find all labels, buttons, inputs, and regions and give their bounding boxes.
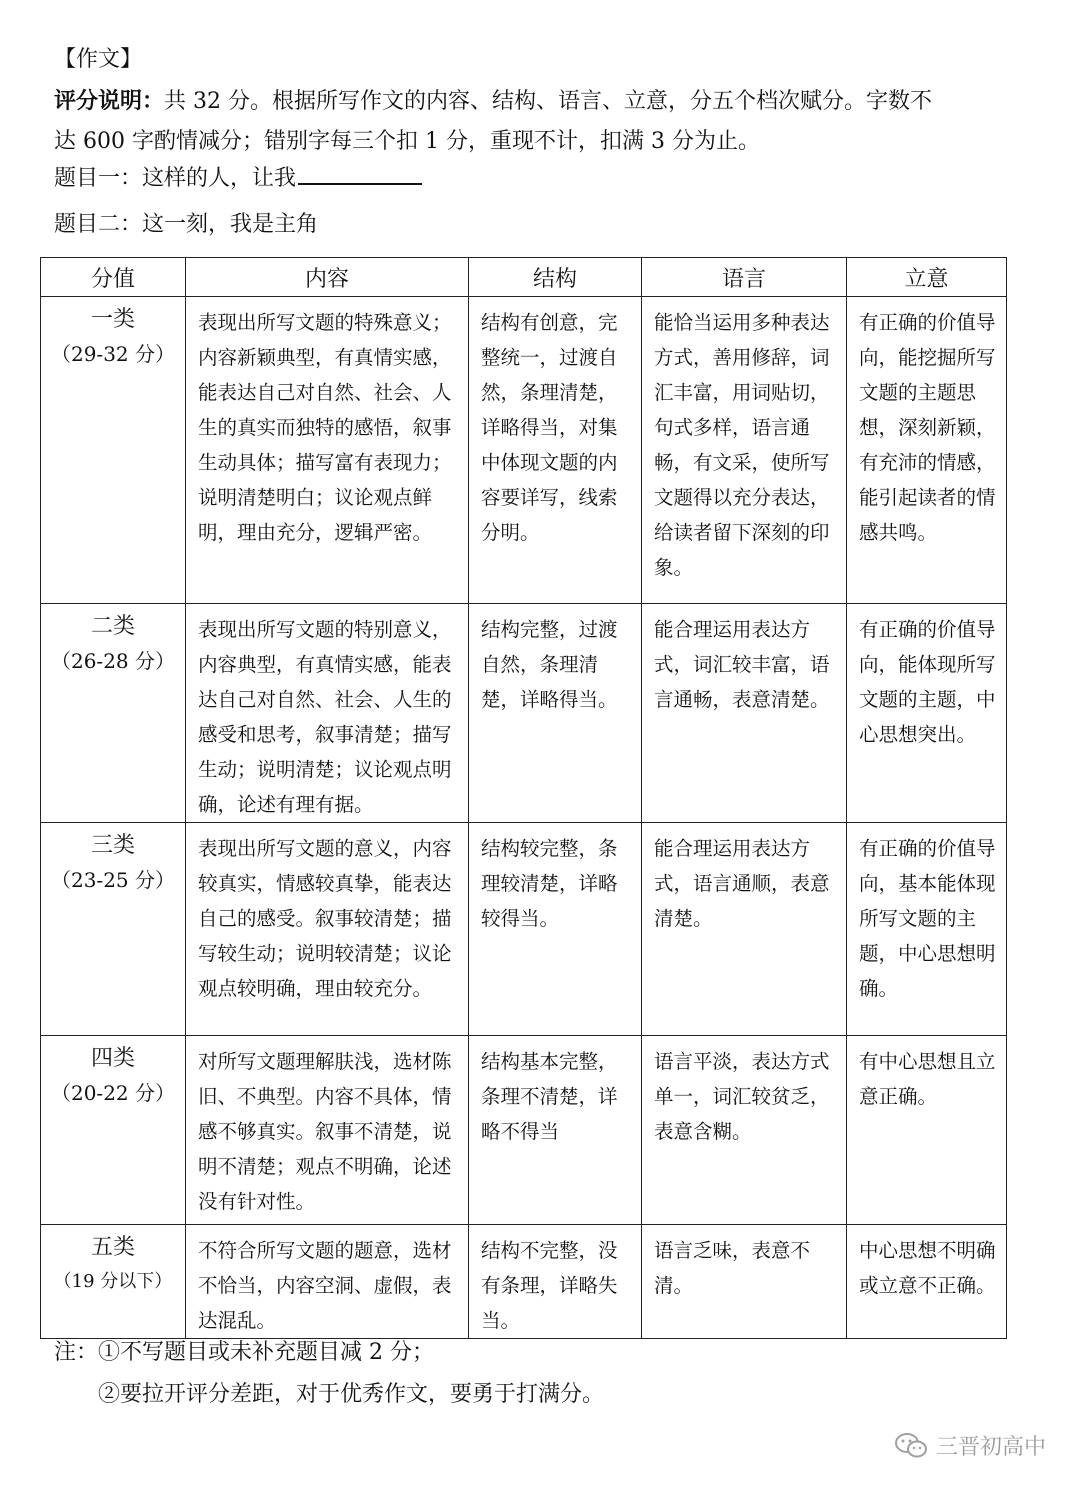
grade-name: 二类: [90, 614, 135, 639]
scoring-text-1: 共 32 分。根据所写作文的内容、结构、语言、立意，分五个档次赋分。字数不: [164, 89, 932, 114]
intent-cell: 有正确的价值导向，能挖掘所写文题的主题思想，深刻新颖，有充沛的情感，能引起读者的情感共鸣。: [847, 297, 1007, 604]
header-structure: 结构: [469, 258, 642, 297]
table-header-row: [41, 258, 1007, 297]
language-cell: 能合理运用表达方式，词汇较丰富，语言通畅，表意清楚。: [642, 604, 847, 823]
grade-range: （20-22 分）: [50, 1081, 175, 1105]
watermark: [894, 1430, 1046, 1461]
table-row: [41, 1225, 1007, 1339]
grade-cell: [41, 604, 186, 823]
grade-name: 三类: [90, 833, 135, 858]
grade-range: （29-32 分）: [50, 342, 175, 366]
grade-cell: [41, 297, 186, 604]
note-one: 注：①不写题目或未补充题目减 2 分；: [54, 1340, 434, 1365]
watermark-text: 三晋初高中: [935, 1435, 1046, 1460]
table-row: [41, 604, 1007, 823]
header-content: 内容: [186, 258, 469, 297]
scoring-label: 评分说明：: [54, 88, 165, 114]
section-heading: 【作文】: [54, 47, 143, 72]
language-cell: 能合理运用表达方式，语言通顺，表意清楚。: [642, 823, 847, 1036]
grade-range: （26-28 分）: [50, 649, 175, 673]
topic-two: 题目二：这一刻，我是主角: [54, 212, 319, 237]
header-score: 分值: [41, 258, 186, 297]
structure-cell: 结构基本完整，条理不清楚，详略不得当: [469, 1036, 642, 1225]
grade-cell: [41, 1225, 186, 1339]
language-cell: 语言乏味，表意不清。: [642, 1225, 847, 1339]
scoring-line-2: 达 600 字酌情减分；错别字每三个扣 1 分，重现不计，扣满 3 分为止。: [54, 129, 760, 154]
language-cell: 能恰当运用多种表达方式，善用修辞，词汇丰富，用词贴切，句式多样，语言通畅，有文采，使所写文题得以充分表达，给读者留下深刻的印象。: [642, 297, 847, 604]
grade-cell: [41, 1036, 186, 1225]
structure-cell: 结构有创意，完整统一，过渡自然，条理清楚，详略得当，对集中体现文题的内容要详写，线索分明。: [469, 297, 642, 604]
grade-range: （19 分以下）: [53, 1271, 173, 1292]
content-cell: 表现出所写文题的意义，内容较真实，情感较真挚，能表达自己的感受。叙事较清楚；描写较生动；说明较清楚；议论观点较明确，理由较充分。: [186, 823, 469, 1036]
grade-name: 五类: [90, 1235, 135, 1260]
content-cell: 表现出所写文题的特别意义，内容典型，有真情实感，能表达自己对自然、社会、人生的感受和思考，叙事清楚；描写生动；说明清楚；议论观点明确，论述有理有据。: [186, 604, 469, 823]
structure-cell: 结构不完整，没有条理，详略失当。: [469, 1225, 642, 1339]
language-cell: 语言平淡，表达方式单一，词汇较贫乏，表意含糊。: [642, 1036, 847, 1225]
header-language: 语言: [642, 258, 847, 297]
intent-cell: 中心思想不明确或立意不正确。: [847, 1225, 1007, 1339]
intent-cell: 有正确的价值导向，能体现所写文题的主题，中心思想突出。: [847, 604, 1007, 823]
topic-one-blank: [298, 161, 422, 185]
grade-cell: [41, 823, 186, 1036]
grade-name: 一类: [90, 307, 135, 332]
header-intent: 立意: [847, 258, 1007, 297]
topic-one-text: 题目一：这样的人，让我: [54, 166, 297, 191]
wechat-icon: [894, 1432, 928, 1460]
note-two: ②要拉开评分差距，对于优秀作文，要勇于打满分。: [98, 1382, 605, 1407]
structure-cell: 结构较完整，条理较清楚，详略较得当。: [469, 823, 642, 1036]
grade-name: 四类: [90, 1046, 135, 1071]
scoring-line-1: [54, 86, 932, 117]
grade-range: （23-25 分）: [50, 868, 175, 892]
table-row: [41, 1036, 1007, 1225]
content-cell: 对所写文题理解肤浅，选材陈旧、不典型。内容不具体，情感不够真实。叙事不清楚，说明不清楚；观点不明确，论述没有针对性。: [186, 1036, 469, 1225]
table-row: [41, 823, 1007, 1036]
intent-cell: 有正确的价值导向，基本能体现所写文题的主题，中心思想明确。: [847, 823, 1007, 1036]
structure-cell: 结构完整，过渡自然，条理清楚，详略得当。: [469, 604, 642, 823]
intent-cell: 有中心思想且立意正确。: [847, 1036, 1007, 1225]
content-cell: 表现出所写文题的特殊意义；内容新颖典型，有真情实感，能表达自己对自然、社会、人生的真实而独特的感悟，叙事生动具体；描写富有表现力；说明清楚明白；议论观点鲜明，理由充分，逻辑严密。: [186, 297, 469, 604]
table-row: [41, 297, 1007, 604]
scoring-table: [40, 257, 1007, 1339]
content-cell: 不符合所写文题的题意，选材不恰当，内容空洞、虚假，表达混乱。: [186, 1225, 469, 1339]
topic-one: [54, 161, 422, 194]
